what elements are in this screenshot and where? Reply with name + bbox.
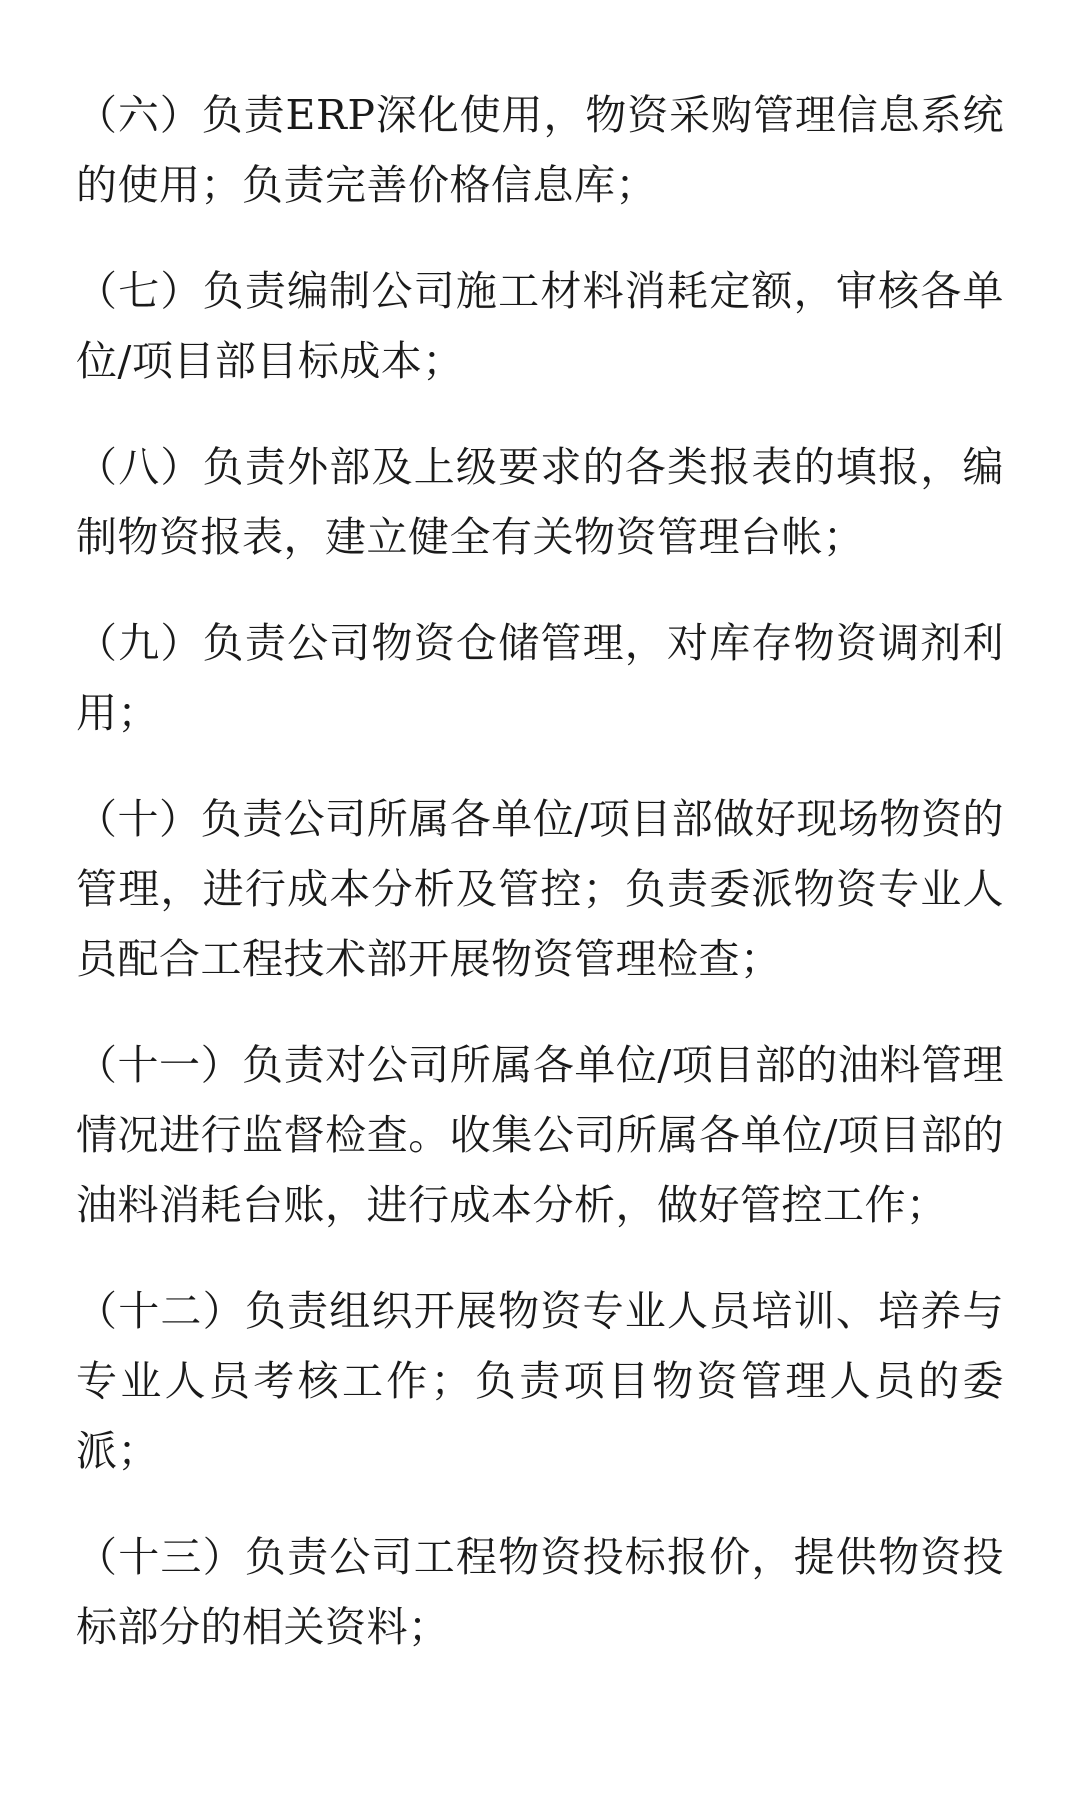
- duty-item-12: （十二）负责组织开展物资专业人员培训、培养与专业人员考核工作；负责项目物资管理人员的委派；: [76, 1287, 1004, 1475]
- duty-item-11: （十一）负责对公司所属各单位/项目部的油料管理情况进行监督检查。收集公司所属各单位/项目部的油料消耗台账，进行成本分析，做好管控工作；: [76, 1041, 1004, 1229]
- duty-item-8: （八）负责外部及上级要求的各类报表的填报，编制物资报表，建立健全有关物资管理台帐；: [76, 443, 1004, 561]
- duty-item-7: （七）负责编制公司施工材料消耗定额，审核各单位/项目部目标成本；: [76, 267, 1004, 385]
- duty-item-13: （十三）负责公司工程物资投标报价，提供物资投标部分的相关资料；: [76, 1533, 1004, 1651]
- duty-item-6: （六）负责ERP深化使用，物资采购管理信息系统的使用；负责完善价格信息库；: [76, 91, 1004, 209]
- duty-item-10: （十）负责公司所属各单位/项目部做好现场物资的管理，进行成本分析及管控；负责委派物资专业人员配合工程技术部开展物资管理检查；: [76, 795, 1004, 983]
- duty-item-9: （九）负责公司物资仓储管理，对库存物资调剂利用；: [76, 619, 1004, 737]
